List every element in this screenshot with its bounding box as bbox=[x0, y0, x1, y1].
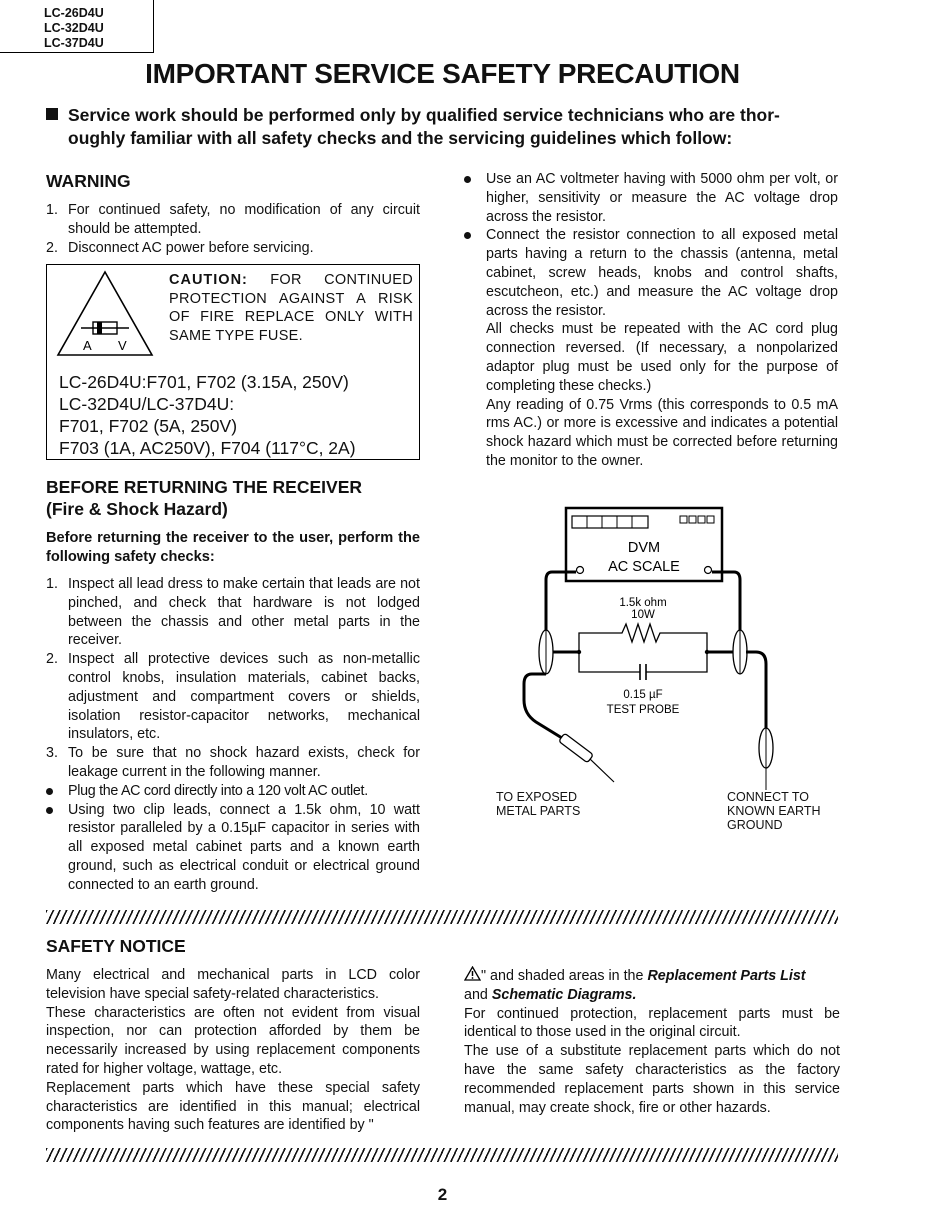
svg-text:A: A bbox=[83, 338, 92, 353]
dvm-label: DVM bbox=[627, 540, 661, 556]
bullet-item: Connect the resistor connection to all exposed metal parts having a return to the chassis (antenna, metal cabinet, screw heads, knobs and control shafts, escutcheon, etc.) and measure the AC voltage drop across the resistor. bbox=[464, 226, 838, 320]
earth-ground-label: CONNECT TO KNOWN EARTH GROUND bbox=[727, 790, 821, 832]
hatched-divider bbox=[46, 910, 838, 924]
resistor-value-label: 1.5k ohm bbox=[619, 597, 667, 609]
warning-heading: WARNING bbox=[46, 171, 131, 191]
intro-line-2: oughly familiar with all safety checks and the servicing guidelines which follow: bbox=[68, 128, 733, 148]
fuse-rating-line: LC-26D4U:F701, F702 (3.15A, 250V) bbox=[59, 372, 349, 392]
square-bullet-icon bbox=[46, 108, 58, 120]
bullet-icon bbox=[46, 807, 53, 814]
fuse-warning-triangle-icon bbox=[55, 269, 155, 359]
paragraph: The use of a substitute replacement parts which do not have the same safety characteristics as the factory recommended replacement parts shown in this service manual, may create shock, fire or other hazards. bbox=[464, 1043, 840, 1116]
safety-notice-right-text bbox=[464, 966, 840, 1117]
safety-checks-list bbox=[46, 575, 420, 895]
warning-list bbox=[46, 201, 420, 257]
model-number: LC-37D4U bbox=[44, 36, 104, 50]
fuse-rating-line: LC-32D4U/LC-37D4U: bbox=[59, 394, 235, 414]
resistor-watt-label: 10W bbox=[631, 609, 655, 621]
fuse-rating-line: F701, F702 (5A, 250V) bbox=[59, 416, 238, 436]
model-number: LC-26D4U bbox=[44, 6, 104, 20]
capacitor-value-label: 0.15 µF bbox=[623, 689, 663, 701]
bullet-item: Using two clip leads, connect a 1.5k ohm, 10 watt resistor paralleled by a 0.15µF capacitor in series with all exposed metal cabinet parts and a known earth ground, such as electrical conduit or electrical ground connected to an earth ground. bbox=[46, 801, 420, 895]
paragraph: and Schematic Diagrams. bbox=[464, 986, 637, 1003]
terminal-icon bbox=[577, 567, 584, 574]
resistor-icon bbox=[579, 624, 707, 652]
leakage-test-diagram bbox=[490, 500, 790, 795]
list-item: 1. For continued safety, no modification of any circuit should be attempted. bbox=[46, 202, 420, 237]
intro-line-1: Service work should be performed only by qualified service technicians who are thor- bbox=[68, 105, 780, 125]
page-title: IMPORTANT SERVICE SAFETY PRECAUTION bbox=[145, 58, 740, 89]
paragraph: All checks must be repeated with the AC cord plug connection reversed. (If necessary, a nonpolarized adaptor plug must be used only for the purpose of completing these checks.) bbox=[486, 321, 838, 394]
model-number: LC-32D4U bbox=[44, 21, 104, 35]
exposed-metal-label: TO EXPOSED METAL PARTS bbox=[496, 790, 581, 818]
bullet-icon bbox=[464, 176, 471, 183]
before-returning-subheading: Before returning the receiver to the user, perform the following safety checks: bbox=[46, 530, 420, 565]
intro-statement bbox=[46, 104, 846, 150]
caution-box bbox=[46, 264, 420, 460]
right-column-text bbox=[464, 170, 838, 471]
paragraph: These characteristics are often not evident from visual inspection, nor can protection afforded by them be necessarily increased by using replacement components rated for higher voltage, wattage, etc. bbox=[46, 1004, 420, 1077]
safety-notice-left-text bbox=[46, 966, 420, 1135]
page-number: 2 bbox=[437, 1185, 448, 1204]
paragraph: For continued protection, replacement parts must be identical to those used in the original circuit. bbox=[464, 1005, 840, 1041]
fuse-ratings bbox=[59, 371, 419, 459]
paragraph: Replacement parts which have these special safety characteristics are identified in this manual; electrical components having such features are identified by " bbox=[46, 1079, 420, 1134]
fuse-rating-line: F703 (1A, AC250V), F704 (117°C, 2A) bbox=[59, 438, 356, 458]
terminal-icon bbox=[705, 567, 712, 574]
list-item: 2. Disconnect AC power before servicing. bbox=[46, 239, 314, 256]
dvm-scale-label: AC SCALE bbox=[608, 559, 680, 575]
paragraph: " and shaded areas in the Replacement Parts List bbox=[464, 966, 840, 986]
before-returning-heading: BEFORE RETURNING THE RECEIVER (Fire & Shock Hazard) bbox=[46, 477, 362, 519]
test-probe-icon bbox=[559, 733, 594, 763]
list-item: 2. Inspect all protective devices such as non-metallic control knobs, insulation materials, cabinet backs, adjustment and compartment covers or shields, isolation resistor-capacitor networks, mechanical insulators, etc. bbox=[46, 651, 420, 743]
list-item: 1. Inspect all lead dress to make certain that leads are not pinched, and check that hardware is not lodged between the chassis and other metal parts in the receiver. bbox=[46, 576, 420, 649]
svg-text:V: V bbox=[118, 338, 127, 353]
test-probe-label: TEST PROBE bbox=[606, 704, 680, 716]
paragraph: Many electrical and mechanical parts in LCD color television have special safety-related characteristics. bbox=[46, 967, 420, 1002]
bullet-icon bbox=[464, 232, 471, 239]
hatched-divider bbox=[46, 1148, 838, 1162]
paragraph: Any reading of 0.75 Vrms (this corresponds to 0.5 mA rms AC.) or more is excessive and indicates a potential shock hazard which must be corrected before returning the monitor to the owner. bbox=[486, 396, 838, 469]
bullet-icon bbox=[46, 788, 53, 795]
safety-notice-heading: SAFETY NOTICE bbox=[46, 936, 186, 956]
warning-triangle-icon bbox=[464, 966, 481, 981]
list-item: 3. To be sure that no shock hazard exists, check for leakage current in the following manner. bbox=[46, 745, 420, 780]
bullet-item: Plug the AC cord directly into a 120 volt AC outlet. bbox=[46, 782, 420, 801]
bullet-item: Use an AC voltmeter having with 5000 ohm per volt, or higher, sensitivity or measure the AC voltage drop across the resistor. bbox=[464, 170, 838, 226]
caution-text: CAUTION: FOR CONTINUED PROTECTION AGAINST A RISK OF FIRE REPLACE ONLY WITH SAME TYPE FUSE. bbox=[169, 272, 413, 344]
model-numbers-box bbox=[0, 0, 154, 53]
